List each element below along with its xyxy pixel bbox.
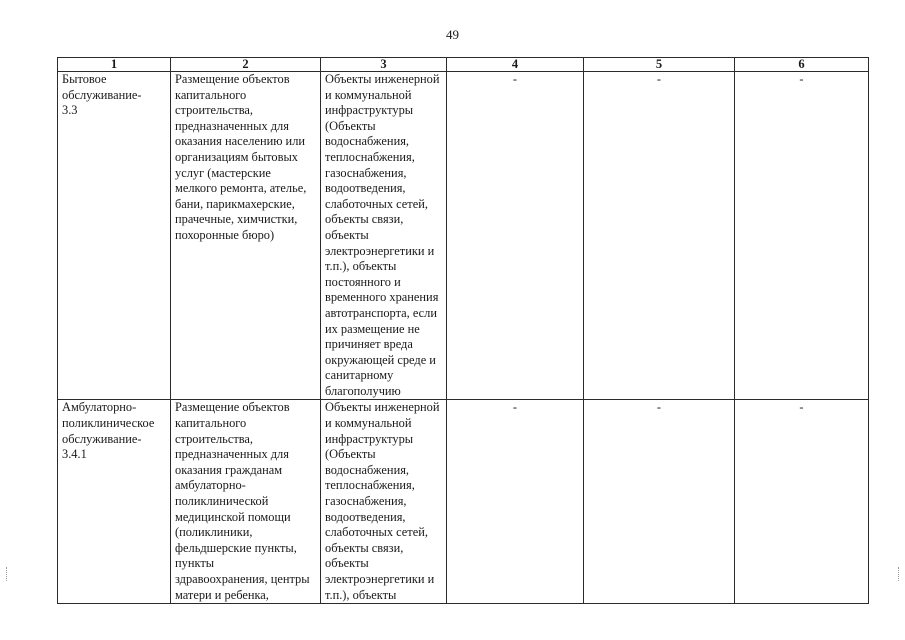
land-use-type-text: Амбулаторно- поликлиническое обслуживание- 3.4.1 bbox=[62, 400, 155, 462]
column-header-2: 2 bbox=[171, 58, 321, 72]
table-header-row bbox=[58, 58, 869, 72]
column-4-value: - bbox=[447, 400, 584, 604]
land-use-type-cell bbox=[58, 400, 171, 604]
column-6-value: - bbox=[735, 72, 869, 400]
description-text: Размещение объектов капитального строительства, предназначенных для оказания населению или организациям бытовых услуг (мастерские мелкого ремонта, ателье, бани, парикмахерские, прачечные, химчистки, похоронные бюро) bbox=[175, 72, 307, 242]
description-cell bbox=[171, 400, 321, 604]
left-margin-mark bbox=[6, 567, 8, 581]
land-use-type-cell bbox=[58, 72, 171, 400]
column-header-1: 1 bbox=[58, 58, 171, 72]
column-6-value: - bbox=[735, 400, 869, 604]
column-header-4: 4 bbox=[447, 58, 584, 72]
column-5-value: - bbox=[584, 72, 735, 400]
permitted-objects-cell bbox=[321, 400, 447, 604]
land-use-type-text: Бытовое обслуживание- 3.3 bbox=[62, 72, 142, 118]
page-number: 49 bbox=[446, 27, 459, 42]
column-4-value: - bbox=[447, 72, 584, 400]
description-cell bbox=[171, 72, 321, 400]
column-header-6: 6 bbox=[735, 58, 869, 72]
description-text: Размещение объектов капитального строительства, предназначенных для оказания гражданам амбулаторно- поликлинической медицинской помощи (поликлиники, фельдшерские пункты, пункты здравоохранения, центры матери и ребенка, bbox=[175, 400, 310, 602]
table-row bbox=[58, 400, 869, 604]
permitted-objects-text: Объекты инженерной и коммунальной инфраструктуры (Объекты водоснабжения, теплоснабжения, газоснабжения, водоотведения, слаботочных сетей, объекты связи, объекты электроэнергетики и т.п.), объекты bbox=[325, 400, 440, 602]
land-use-table bbox=[57, 57, 869, 604]
permitted-objects-text: Объекты инженерной и коммунальной инфраструктуры (Объекты водоснабжения, теплоснабжения, газоснабжения, водоотведения, слаботочных сетей, объекты связи, объекты электроэнергетики и т.п.), объекты постоянного и временного хранения автотранспорта, если их размещение не причиняет вреда окружающей среде и санитарному благополучию bbox=[325, 72, 440, 398]
column-5-value: - bbox=[584, 400, 735, 604]
permitted-objects-cell bbox=[321, 72, 447, 400]
right-margin-mark bbox=[898, 567, 900, 581]
table-row bbox=[58, 72, 869, 400]
column-header-5: 5 bbox=[584, 58, 735, 72]
column-header-3: 3 bbox=[321, 58, 447, 72]
